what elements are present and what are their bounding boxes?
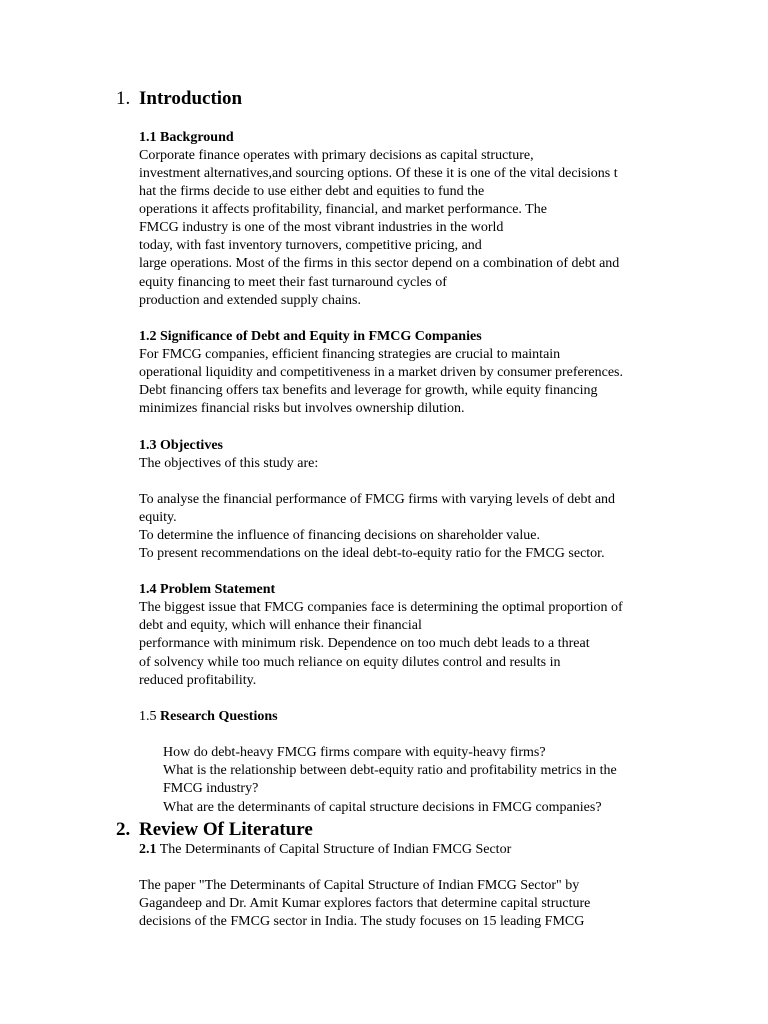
subsection-heading-background: 1.1 Background xyxy=(139,130,234,145)
paragraph-line: investment alternatives,and sourcing options. Of these it is one of the vital decisions t xyxy=(139,166,618,181)
paragraph-line: Gagandeep and Dr. Amit Kumar explores factors that determine capital structure xyxy=(139,896,591,911)
subsection-heading-problem-statement: 1.4 Problem Statement xyxy=(139,582,276,597)
paragraph-line: Debt financing offers tax benefits and leverage for growth, while equity financing xyxy=(139,383,598,398)
paragraph-line: decisions of the FMCG sector in India. The study focuses on 15 leading FMCG xyxy=(139,914,585,929)
paragraph-line: reduced profitability. xyxy=(139,673,257,688)
objective-line: To determine the influence of financing decisions on shareholder value. xyxy=(139,528,540,543)
subsection-number: 1.5 xyxy=(139,709,157,724)
section-heading-review-of-literature xyxy=(116,819,416,841)
subsection-title: The Determinants of Capital Structure of Indian FMCG Sector xyxy=(159,842,512,857)
paragraph-line: minimizes financial risks but involves ownership dilution. xyxy=(139,401,465,416)
subsection-heading-objectives: 1.3 Objectives xyxy=(139,438,223,453)
section-title: Review Of Literature xyxy=(139,819,313,840)
paragraph-line: equity financing to meet their fast turnaround cycles of xyxy=(139,275,447,290)
paragraph-line: production and extended supply chains. xyxy=(139,293,362,308)
research-question: FMCG industry? xyxy=(163,781,259,796)
paragraph-line: The biggest issue that FMCG companies face is determining the optimal proportion of xyxy=(139,600,623,615)
paragraph-line: Corporate finance operates with primary decisions as capital structure, xyxy=(139,148,534,163)
subsection-heading-research-questions xyxy=(139,708,278,726)
subsection-title: Research Questions xyxy=(160,709,278,724)
section-heading-introduction xyxy=(116,88,316,110)
objective-line: equity. xyxy=(139,510,177,525)
paragraph-line: For FMCG companies, efficient financing strategies are crucial to maintain xyxy=(139,347,561,362)
research-question: What are the determinants of capital structure decisions in FMCG companies? xyxy=(163,800,602,815)
paragraph-line: operational liquidity and competitiveness in a market driven by consumer preferences. xyxy=(139,365,624,380)
paragraph-line: The objectives of this study are: xyxy=(139,456,319,471)
paragraph-line: of solvency while too much reliance on equity dilutes control and results in xyxy=(139,655,561,670)
paragraph-line: FMCG industry is one of the most vibrant industries in the world xyxy=(139,220,504,235)
section-number: 2. xyxy=(116,819,131,840)
objective-line: To present recommendations on the ideal debt-to-equity ratio for the FMCG sector. xyxy=(139,546,605,561)
research-question: How do debt-heavy FMCG firms compare with equity-heavy firms? xyxy=(163,745,546,760)
paragraph-line: hat the firms decide to use either debt and equities to fund the xyxy=(139,184,485,199)
subsection-number: 2.1 xyxy=(139,842,157,857)
paragraph-line: The paper "The Determinants of Capital Structure of Indian FMCG Sector" by xyxy=(139,878,580,893)
paragraph-line: large operations. Most of the firms in this sector depend on a combination of debt and xyxy=(139,256,620,271)
research-question: What is the relationship between debt-equity ratio and profitability metrics in the xyxy=(163,763,617,778)
paragraph-line: performance with minimum risk. Dependence on too much debt leads to a threat xyxy=(139,636,590,651)
paragraph-line: operations it affects profitability, financial, and market performance. The xyxy=(139,202,547,217)
paragraph-line: debt and equity, which will enhance their financial xyxy=(139,618,422,633)
paragraph-line: today, with fast inventory turnovers, competitive pricing, and xyxy=(139,238,482,253)
section-number: 1. xyxy=(116,88,131,109)
subsection-heading-significance: 1.2 Significance of Debt and Equity in FMCG Companies xyxy=(139,329,482,344)
objective-line: To analyse the financial performance of FMCG firms with varying levels of debt and xyxy=(139,492,616,507)
subsection-heading-determinants xyxy=(139,841,511,859)
section-title: Introduction xyxy=(139,88,243,109)
